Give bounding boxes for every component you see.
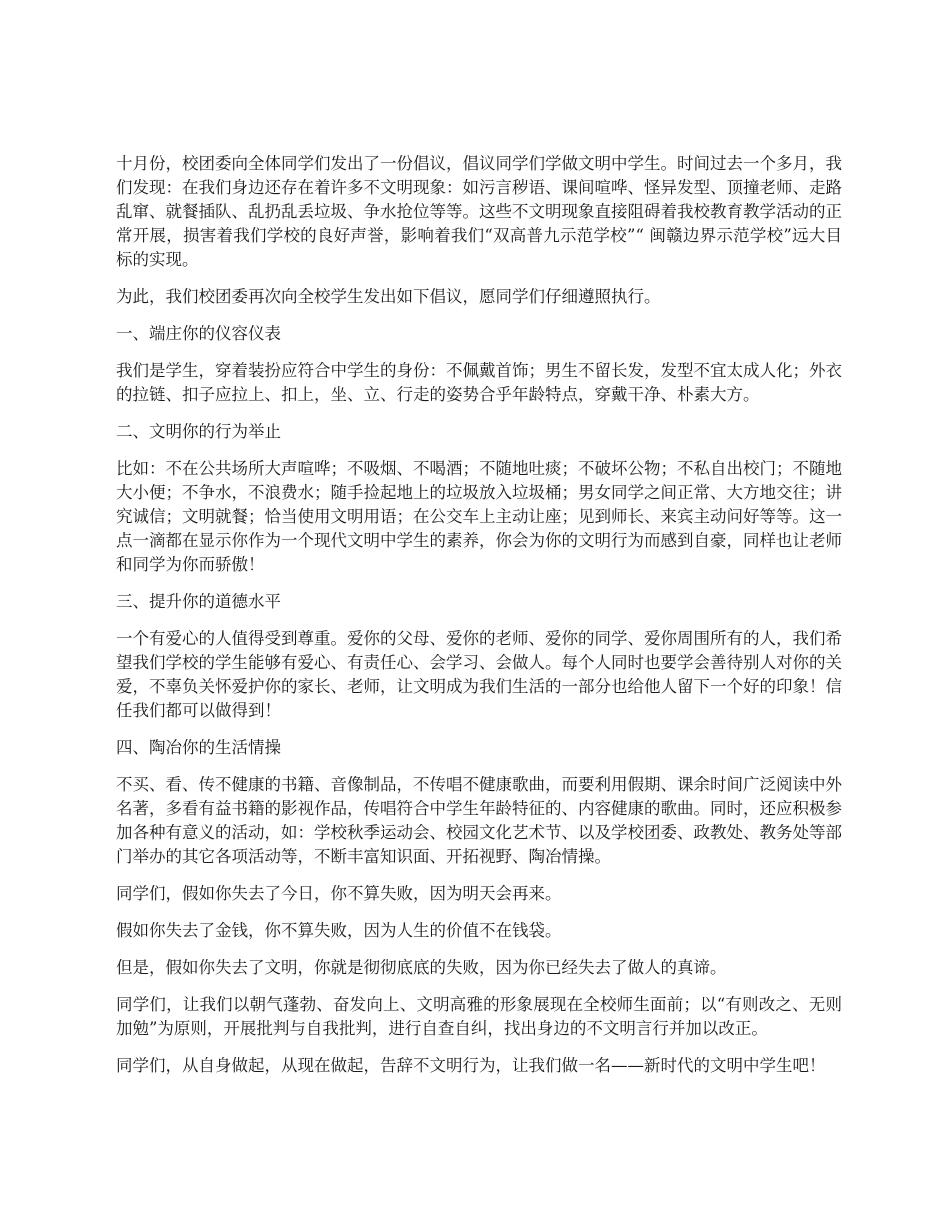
section-heading-morality: 三、提升你的道德水平: [116, 592, 281, 611]
proposal-paragraph: 为此，我们校团委再次向全校学生发出如下倡议，愿同学们仔细遵照执行。: [116, 287, 661, 306]
document-body: [116, 152, 842, 1091]
section-heading-behavior: 二、文明你的行为举止: [116, 422, 281, 441]
closing-paragraph-call: 同学们，从自身做起，从现在做起，告辞不文明行为，让我们做一名——新时代的文明中学生吧！: [116, 1056, 826, 1075]
morality-paragraph: 一个有爱心的人值得受到尊重。爱你的父母、爱你的老师、爱你的同学、爱你周围所有的人，我们希望我们学校的学生能够有爱心、有责任心、会学习、会做人。每个人同时也要学会善待别人对你的关爱，不辜负关怀爱护你的家长、老师，让文明成为我们生活的一部分也给他人留下一个好的印象！信任我们都可以做得到！: [116, 629, 842, 720]
closing-paragraph-action: 同学们，让我们以朝气蓬勃、奋发向上、文明高雅的形象展现在全校师生面前；以“有则改之、无则加勉”为原则，开展批判与自我批判，进行自查自纠，找出身边的不文明言行并加以改正。: [116, 995, 842, 1038]
section-heading-life: 四、陶冶你的生活情操: [116, 738, 281, 757]
intro-paragraph: 十月份，校团委向全体同学们发出了一份倡议，倡议同学们学做文明中学生。时间过去一个多月，我们发现：在我们身边还存在着许多不文明现象：如污言秽语、课间喧哗、怪异发型、顶撞老师、走路乱窜、就餐插队、乱扔乱丢垃圾、争水抢位等等。这些不文明现象直接阻碍着我校教育教学活动的正常开展，损害着我们学校的良好声誉，影响着我们“双高普九示范学校”“ 闽赣边界示范学校”远大目标的实现。: [116, 154, 842, 269]
closing-line-money: 假如你失去了金钱，你不算失败，因为人生的价值不在钱袋。: [116, 921, 562, 940]
section-heading-appearance: 一、端庄你的仪容仪表: [116, 324, 281, 343]
closing-line-civility: 但是，假如你失去了文明，你就是彻彻底底的失败，因为你已经失去了做人的真谛。: [116, 958, 727, 977]
life-paragraph: 不买、看、传不健康的书籍、音像制品，不传唱不健康歌曲，而要利用假期、课余时间广泛阅读中外名著，多看有益书籍的影视作品，传唱符合中学生年龄特征的、内容健康的歌曲。同时，还应积极参加各种有意义的活动，如：学校秋季运动会、校园文化艺术节、以及学校团委、政教处、教务处等部门举办的其它各项活动等，不断丰富知识面、开拓视野、陶冶情操。: [116, 775, 842, 866]
closing-line-today: 同学们，假如你失去了今日，你不算失败，因为明天会再来。: [116, 884, 562, 903]
behavior-paragraph: 比如：不在公共场所大声喧哗；不吸烟、不喝酒；不随地吐痰；不破坏公物；不私自出校门；不随地大小便；不争水，不浪费水；随手捡起地上的垃圾放入垃圾桶；男女同学之间正常、大方地交往；讲究诚信；文明就餐；恰当使用文明用语；在公交车上主动让座；见到师长、来宾主动问好等等。这一点一滴都在显示你作为一个现代文明中学生的素养，你会为你的文明行为而感到自豪，同样也让老师和同学为你而骄傲！: [116, 459, 842, 574]
appearance-paragraph: 我们是学生，穿着装扮应符合中学生的身份：不佩戴首饰；男生不留长发，发型不宜太成人化；外衣的拉链、扣子应拉上、扣上，坐、立、行走的姿势合乎年龄特点，穿戴干净、朴素大方。: [116, 361, 842, 404]
